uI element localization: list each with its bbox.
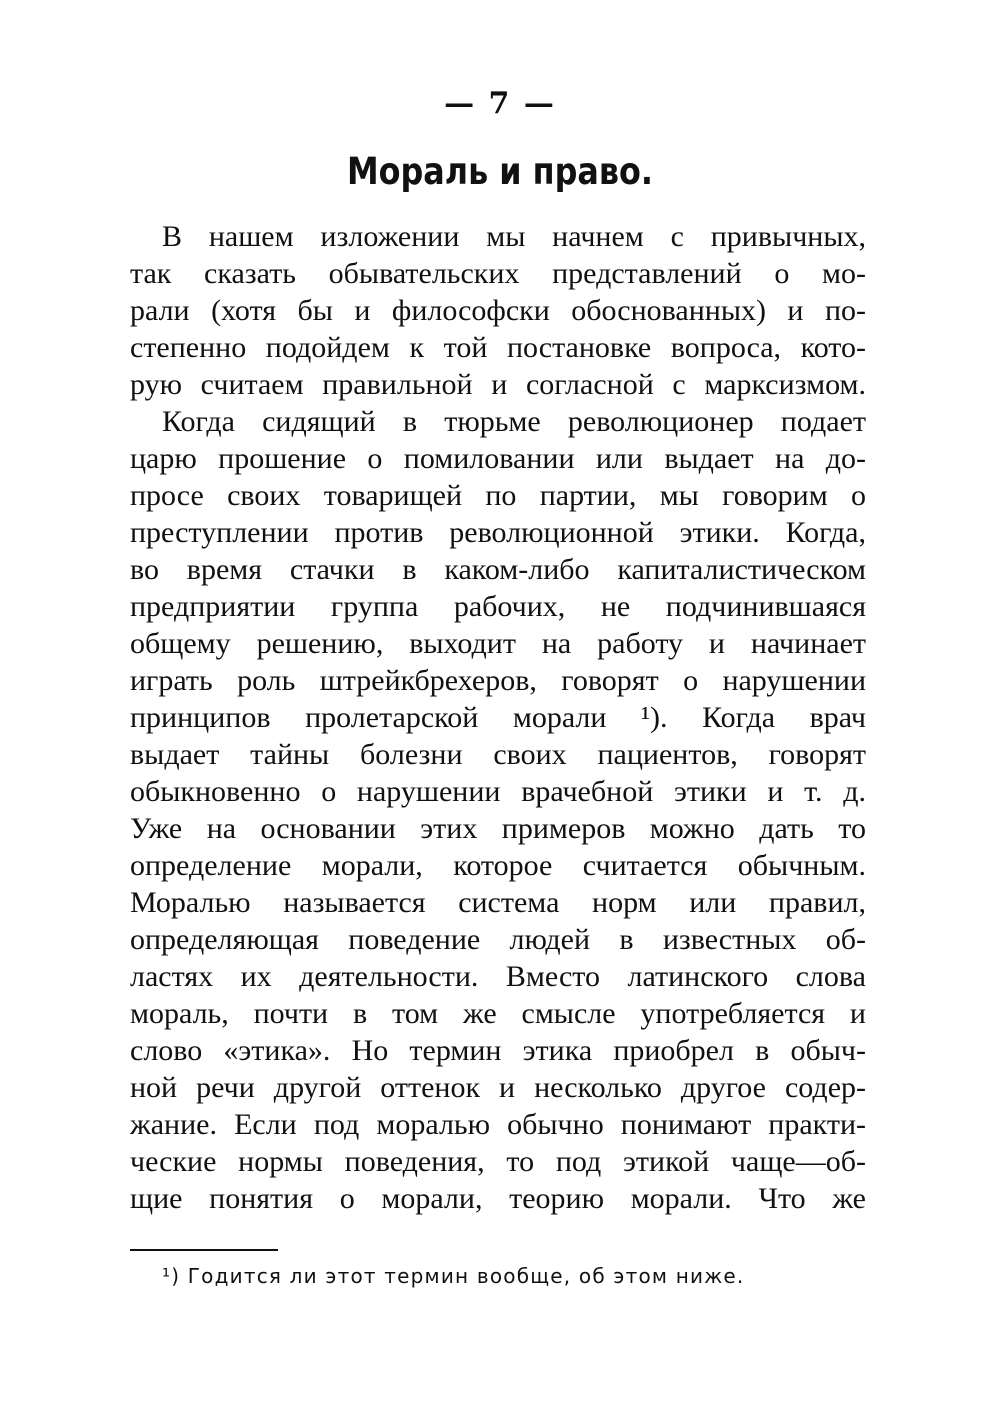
text-line: принципов пролетарской морали ¹). Когда врач xyxy=(130,701,866,734)
text-line: ческие нормы поведения, то под этикой чаще—об- xyxy=(130,1145,866,1178)
text-line: преступлении против революционной этики. Когда, xyxy=(130,516,866,549)
text-line: рую считаем правильной и согласной с марксизмом. xyxy=(130,368,866,401)
text-line: рали (хотя бы и философски обоснованных) и по- xyxy=(130,294,866,327)
paragraph-1 xyxy=(130,218,866,403)
page-number: — 7 — xyxy=(444,86,556,121)
text-line: общему решению, выходит на работу и начинает xyxy=(130,627,866,660)
chapter-title: Мораль и право. xyxy=(347,150,653,193)
text-line: жание. Если под моралью обычно понимают практи- xyxy=(130,1108,866,1141)
text-line: играть роль штрейкбрехеров, говорят о нарушении xyxy=(130,664,866,697)
text-line: степенно подойдем к той постановке вопроса, кото- xyxy=(130,331,866,364)
text-line: Когда сидящий в тюрьме революционер подает xyxy=(162,405,866,438)
text-line: предприятии группа рабочих, не подчинившаяся xyxy=(130,590,866,623)
text-line: во время стачки в каком-либо капиталистическом xyxy=(130,553,866,586)
paragraph-2 xyxy=(130,403,866,1217)
text-line: ластях их деятельности. Вместо латинского слова xyxy=(130,960,866,993)
text-line: определение морали, которое считается обычным. xyxy=(130,849,866,882)
text-line: определяющая поведение людей в известных об- xyxy=(130,923,866,956)
text-line: просе своих товарищей по партии, мы говорим о xyxy=(130,479,866,512)
text-line: мораль, почти в том же смысле употребляется и xyxy=(130,997,866,1030)
footnote-divider xyxy=(130,1249,278,1251)
text-line: ной речи другой оттенок и несколько другое содер- xyxy=(130,1071,866,1104)
text-line: так сказать обывательских представлений о мо- xyxy=(130,257,866,290)
text-line: царю прошение о помиловании или выдает на до- xyxy=(130,442,866,475)
main-text xyxy=(130,218,866,1217)
text-line: щие понятия о морали, теорию морали. Что же xyxy=(130,1182,866,1215)
text-line: обыкновенно о нарушении врачебной этики и т. д. xyxy=(130,775,866,808)
text-line: Уже на основании этих примеров можно дать то xyxy=(130,812,866,845)
footnote: ¹) Годится ли этот термин вообще, об этом ниже. xyxy=(162,1264,745,1288)
text-line: В нашем изложении мы начнем с привычных, xyxy=(162,220,866,253)
text-line: слово «этика». Но термин этика приобрел в обыч- xyxy=(130,1034,866,1067)
text-line: выдает тайны болезни своих пациентов, говорят xyxy=(130,738,866,771)
text-line: Моралью называется система норм или правил, xyxy=(130,886,866,919)
